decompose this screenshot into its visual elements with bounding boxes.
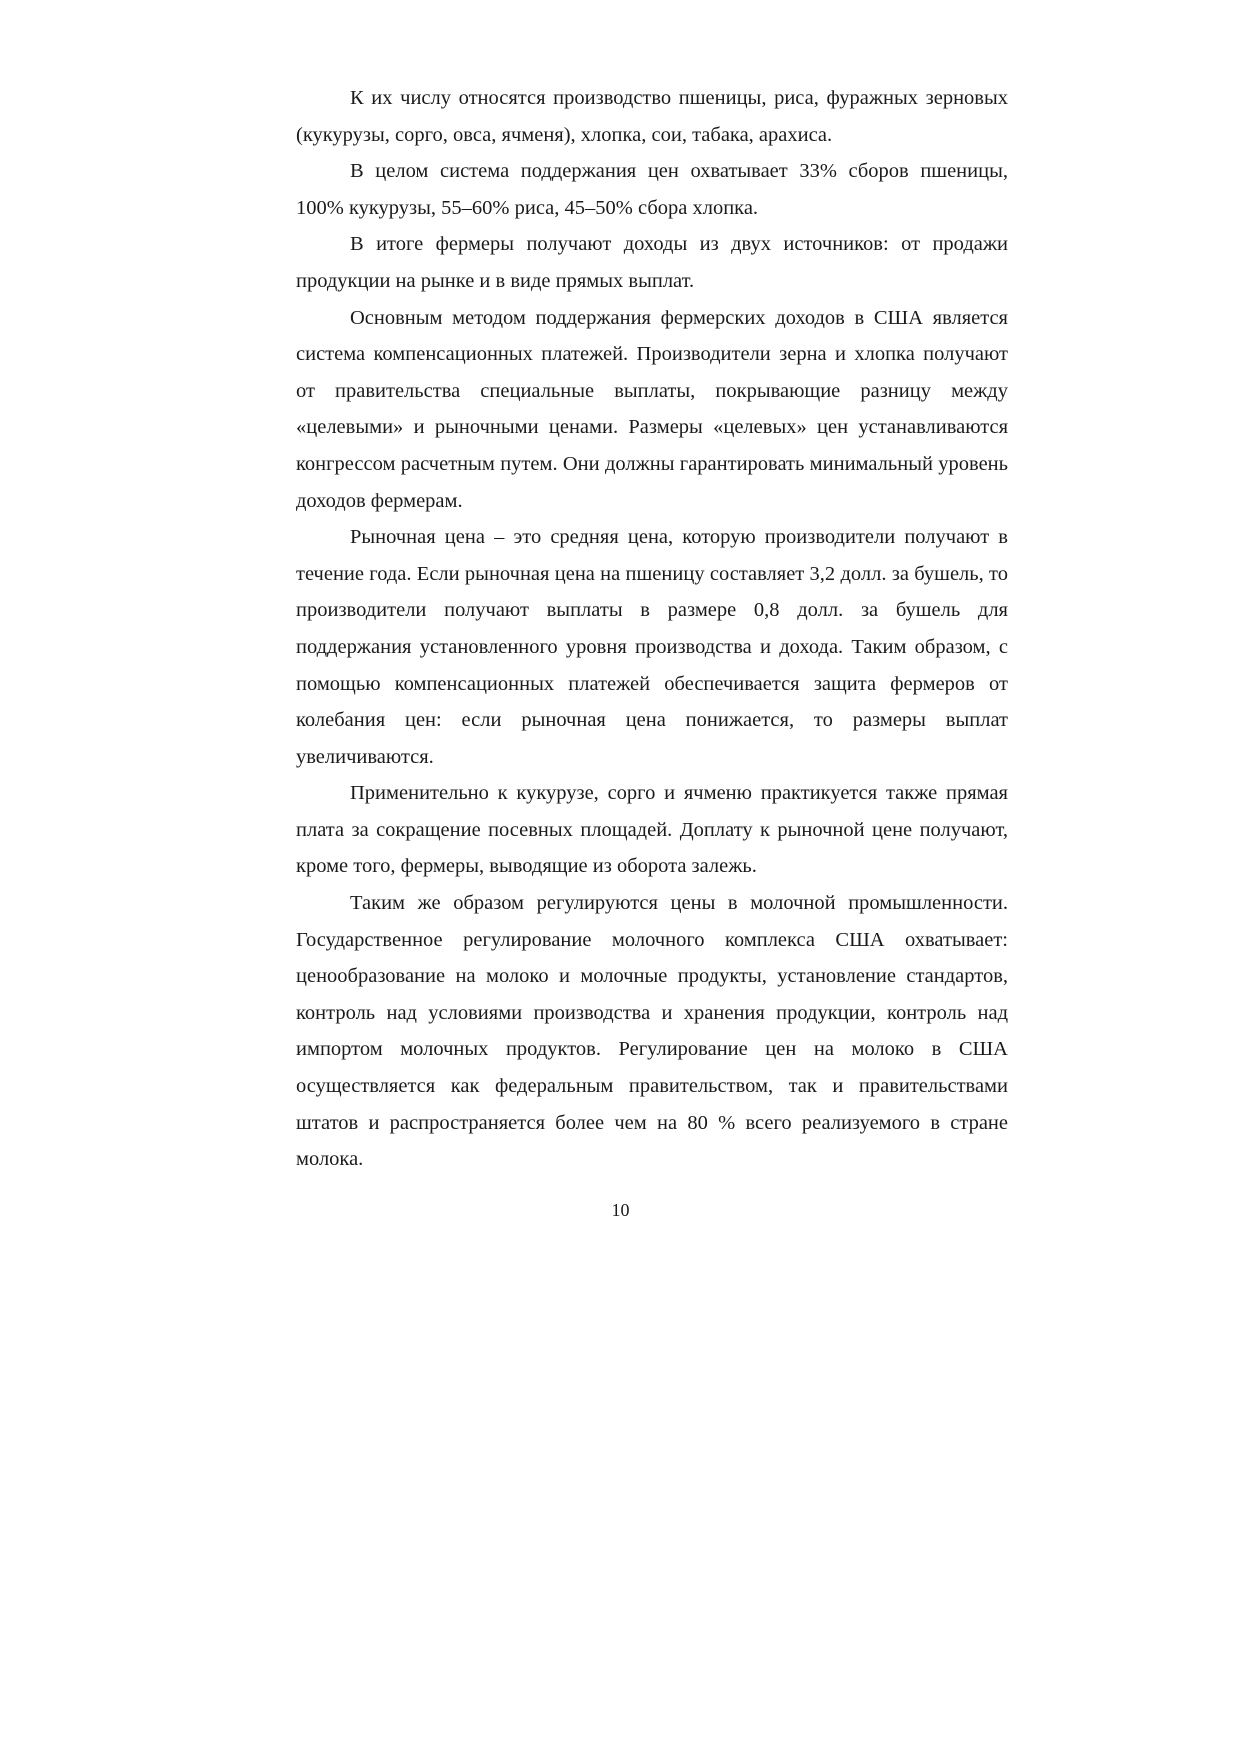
paragraph-price-support-coverage: В целом система поддержания цен охватывает 33% сборов пшеницы, 100% кукурузы, 55–60% риса, 45–50% сбора хлопка. xyxy=(296,160,1008,219)
paragraph-market-price: Рыночная цена – это средняя цена, которую производители получают в течение года. Если рыночная цена на пшеницу составляет 3,2 долл. за бушель, то производители получают выплаты в размере 0,8 долл. за бушель для поддержания установленного уровня производства и дохода. Таким образом, с помощью компенсационных платежей обеспечивается защита фермеров от колебания цен: если рыночная цена понижается, то размеры выплат увеличиваются. xyxy=(296,526,1008,768)
paragraph-acreage-reduction: Применительно к кукурузе, сорго и ячменю практикуется также прямая плата за сокращение посевных площадей. Доплату к рыночной цене получают, кроме того, фермеры, выводящие из оборота залежь. xyxy=(296,782,1008,878)
paragraph-income-sources: В итоге фермеры получают доходы из двух источников: от продажи продукции на рынке и в виде прямых выплат. xyxy=(296,233,1008,292)
paragraph-crops-list: К их числу относятся производство пшеницы, риса, фуражных зерновых (кукурузы, сорго, овса, ячменя), хлопка, сои, табака, арахиса. xyxy=(296,87,1008,146)
paragraph-dairy-regulation: Таким же образом регулируются цены в молочной промышленности. Государственное регулирование молочного комплекса США охватывает: ценообразование на молоко и молочные продукты, установление стандартов, контроль над условиями производства и хранения продукции, контроль над импортом молочных продуктов. Регулирование цен на молоко в США осуществляется как федеральным правительством, так и правительствами штатов и распространяется более чем на 80 % всего реализуемого в стране молока. xyxy=(296,892,1008,1171)
page-number: 10 xyxy=(611,1200,630,1220)
body-text xyxy=(296,80,1008,1178)
paragraph-compensation-payments: Основным методом поддержания фермерских доходов в США является система компенсационных платежей. Производители зерна и хлопка получают от правительства специальные выплаты, покрывающие разницу между «целевыми» и рыночными ценами. Размеры «целевых» цен устанавливаются конгрессом расчетным путем. Они должны гарантировать минимальный уровень доходов фермерам. xyxy=(296,306,1008,512)
